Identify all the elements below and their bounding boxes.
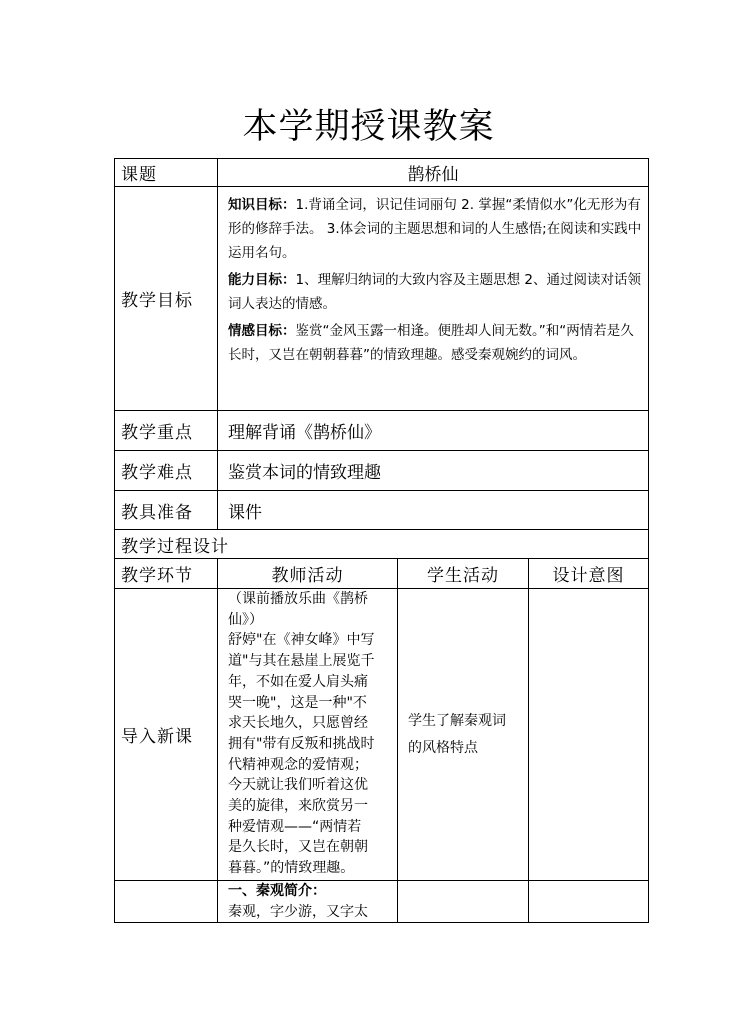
teacher-line: 仙》） (228, 611, 263, 628)
key-point-value: 理解背诵《鹊桥仙》 (218, 411, 649, 451)
difficulty-label: 教学难点 (115, 451, 218, 491)
bio-student-activity (398, 881, 529, 923)
teacher-line: 暮暮。”的情致理趣。 (228, 860, 355, 877)
tools-value: 课件 (218, 491, 649, 530)
difficulty-value: 鉴赏本词的情致理趣 (218, 451, 649, 491)
teacher-line: 道"与其在悬崖上展览千 (228, 653, 375, 670)
tools-label: 教具准备 (115, 491, 218, 530)
header-teacher: 教师活动 (218, 559, 398, 589)
teacher-line: 年，不如在爱人肩头痛 (228, 673, 368, 690)
header-stage: 教学环节 (115, 559, 218, 589)
header-student: 学生活动 (398, 559, 529, 589)
bio-stage (115, 881, 218, 923)
bio-line: 秦观，字少游，又字太 (228, 903, 368, 920)
teacher-line: 美的旋律，来欣赏另一 (228, 798, 368, 815)
bio-intent (529, 881, 649, 923)
goals-row (115, 187, 649, 411)
knowledge-goal-key: 知识目标： (228, 197, 296, 213)
teacher-line: 求天长地久，只愿曾经 (228, 715, 368, 732)
teacher-line: 哭一晚"，这是一种"不 (228, 694, 367, 711)
ability-goal (228, 268, 642, 316)
knowledge-goal-text: 1.背诵全词，识记佳词丽句 2. 掌握“柔情似水”化无形为有形的修辞手法。 3.体会词的主题思想和词的人生感悟;在阅读和实践中运用名句。 (228, 197, 642, 261)
key-point-row (115, 411, 649, 451)
header-intent: 设计意图 (529, 559, 649, 589)
ability-goal-key: 能力目标： (228, 272, 296, 288)
teacher-line: 舒婷"在《神女峰》中写 (228, 632, 375, 649)
goals-cell (218, 187, 649, 411)
topic-label: 课题 (115, 159, 218, 187)
intro-row (115, 589, 649, 881)
intro-intent (529, 589, 649, 881)
teacher-line: 是久长时，又岂在朝朝 (228, 839, 368, 856)
header-row (115, 559, 649, 589)
difficulty-row (115, 451, 649, 491)
bio-teacher-activity (218, 881, 398, 923)
ability-goal-text: 1、理解归纳词的大致内容及主题思想 2、通过阅读对话领词人表达的情感。 (228, 272, 641, 312)
lesson-plan-table (114, 158, 649, 923)
knowledge-goal (228, 193, 642, 265)
intro-teacher-activity (218, 589, 398, 881)
page-title: 本学期授课教案 (242, 107, 495, 147)
key-point-label: 教学重点 (115, 411, 218, 451)
goals-label: 教学目标 (115, 187, 218, 411)
topic-value: 鹊桥仙 (218, 159, 649, 187)
teacher-line: （课前播放乐曲《鹊桥 (228, 591, 368, 607)
topic-row (115, 159, 649, 187)
teacher-line: 今天就让我们听着这优 (228, 777, 368, 794)
intro-student-activity: 学生了解秦观词的风格特点 (398, 589, 529, 881)
emotion-goal-key: 情感目标： (228, 323, 296, 339)
teacher-line: 种爱情观——“两情若 (228, 818, 362, 835)
process-row (115, 530, 649, 559)
bio-row (115, 881, 649, 923)
emotion-goal (228, 319, 642, 367)
teacher-line: 拥有"带有反叛和挑战时 (228, 735, 375, 752)
bio-heading: 一、秦观简介： (228, 883, 326, 899)
emotion-goal-text: 鉴赏“金风玉露一相逢。便胜却人间无数。”和“两情若是久长时，又岂在朝朝暮暮”的情致理趣。感受秦观婉约的词风。 (228, 323, 634, 363)
teacher-line: 代精神观念的爱情观； (228, 756, 368, 773)
tools-row (115, 491, 649, 530)
intro-stage: 导入新课 (115, 589, 218, 881)
process-label: 教学过程设计 (115, 530, 649, 559)
